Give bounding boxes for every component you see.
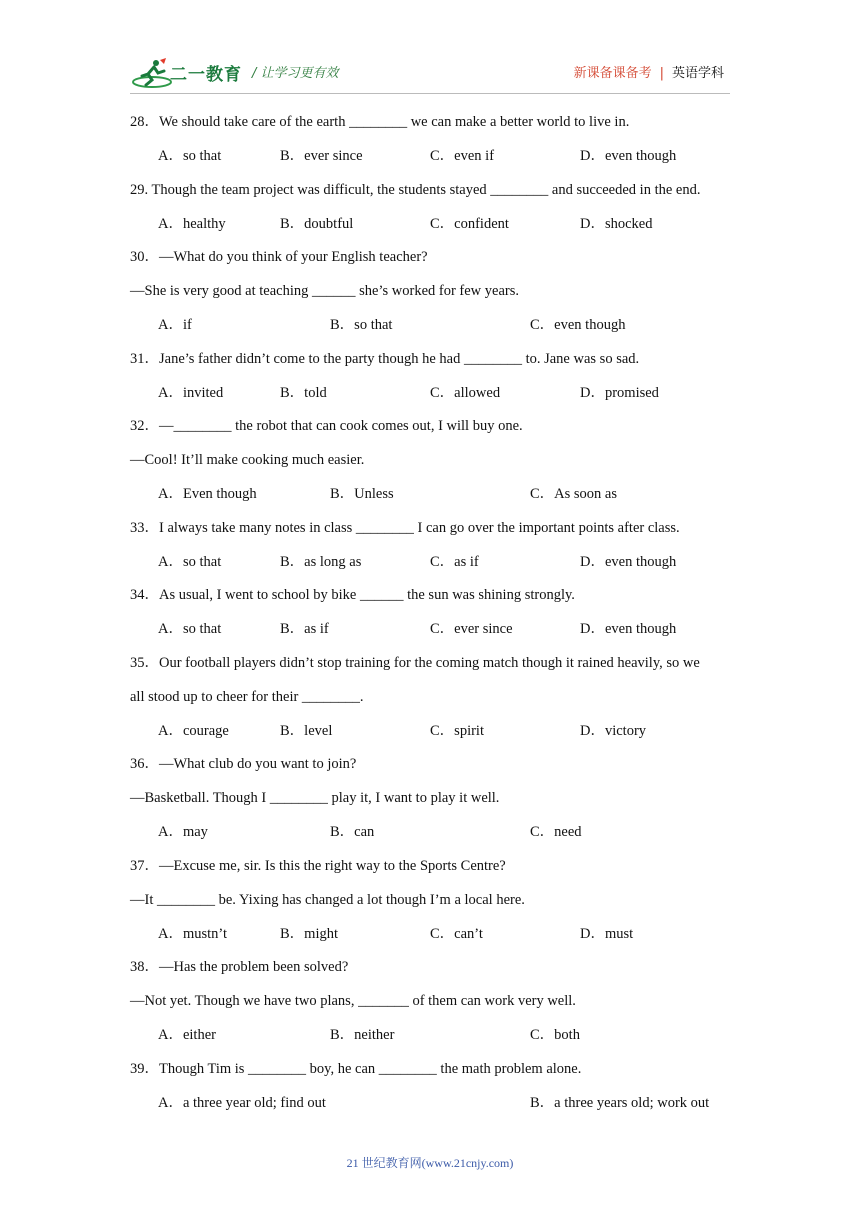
- option: B．as long as: [280, 554, 362, 570]
- option: C．can’t: [430, 926, 483, 942]
- option: A．either: [158, 1027, 216, 1043]
- logo: [132, 58, 247, 90]
- question-stem: —It ________ be. Yixing has changed a lot though I’m a local here.: [130, 892, 525, 908]
- option: B．might: [280, 926, 339, 942]
- page-footer: 21 世纪教育网(www.21cnjy.com): [346, 1156, 514, 1170]
- option: A．healthy: [158, 216, 226, 232]
- question-stem: 34．As usual, I went to school by bike ______ the sun was shining strongly.: [130, 587, 575, 603]
- option: B．Unless: [330, 486, 394, 502]
- option: C．As soon as: [530, 486, 618, 502]
- option: B．told: [280, 385, 327, 401]
- question-stem: 35．Our football players didn’t stop training for the coming match though it rained heavily, so we: [130, 655, 700, 671]
- header-subject-label: 英语学科: [671, 66, 724, 81]
- option: D．even though: [580, 148, 677, 164]
- option: C．even if: [430, 148, 495, 164]
- option: B．a three years old; work out: [530, 1095, 710, 1111]
- question-stem: —Basketball. Though I ________ play it, I want to play it well.: [130, 790, 500, 806]
- option: D．promised: [580, 385, 659, 401]
- option: C．spirit: [430, 723, 484, 739]
- option: C．allowed: [430, 385, 501, 401]
- question-stem: 33．I always take many notes in class ________ I can go over the important points after class.: [130, 520, 680, 536]
- question-stem: 28．We should take care of the earth ________ we can make a better world to live in.: [130, 114, 630, 130]
- option: A．may: [158, 824, 208, 840]
- question-stem: 29. Though the team project was difficult, the students stayed ________ and succeeded in the end.: [130, 182, 701, 198]
- question-stem: all stood up to cheer for their ________.: [130, 689, 364, 705]
- question-stem: 36．—What club do you want to join?: [130, 756, 357, 772]
- question-stem: —Not yet. Though we have two plans, _______ of them can work very well.: [130, 993, 576, 1009]
- option: A．invited: [158, 385, 224, 401]
- option: B．neither: [330, 1027, 395, 1043]
- question-stem: —She is very good at teaching ______ she’s worked for few years.: [130, 283, 519, 299]
- option: B．can: [330, 824, 375, 840]
- option: A．mustn’t: [158, 926, 228, 942]
- header-separator: |: [659, 66, 664, 81]
- option: D．victory: [580, 723, 647, 739]
- option: B．ever since: [280, 148, 363, 164]
- option: B．doubtful: [280, 216, 354, 232]
- option: A．so that: [158, 621, 222, 637]
- option: B．as if: [280, 621, 329, 637]
- option: C．both: [530, 1027, 580, 1043]
- option: D．must: [580, 926, 634, 942]
- question-stem: 38．—Has the problem been solved?: [130, 959, 349, 975]
- option: C．need: [530, 824, 582, 840]
- runner-logo-icon: [132, 58, 172, 90]
- option: C．even though: [530, 317, 626, 333]
- option: A．so that: [158, 554, 222, 570]
- option: B．level: [280, 723, 333, 739]
- option: D．even though: [580, 554, 677, 570]
- option: D．even though: [580, 621, 677, 637]
- option: A．a three year old; find out: [158, 1095, 326, 1111]
- option: A．courage: [158, 723, 229, 739]
- page-header: [0, 0, 860, 100]
- option: C．confident: [430, 216, 509, 232]
- question-stem: 30．—What do you think of your English teacher?: [130, 249, 428, 265]
- question-stem: 39．Though Tim is ________ boy, he can ________ the math problem alone.: [130, 1061, 582, 1077]
- option: A．if: [158, 317, 192, 333]
- option: A．Even though: [158, 486, 257, 502]
- question-stem: —Cool! It’ll make cooking much easier.: [130, 452, 365, 468]
- option: C．ever since: [430, 621, 513, 637]
- header-subject: [574, 62, 724, 81]
- question-stem: 37．—Excuse me, sir. Is this the right way to the Sports Centre?: [130, 858, 506, 874]
- option: D．shocked: [580, 216, 653, 232]
- slogan: / 让学习更有效: [252, 66, 339, 81]
- question-stem: 32．—________ the robot that can cook comes out, I will buy one.: [130, 418, 523, 434]
- question-stem: 31．Jane’s father didn’t come to the party though he had ________ to. Jane was so sad.: [130, 351, 640, 367]
- logo-text: 二一教育: [170, 65, 242, 85]
- header-course-label: 新课备课备考: [573, 66, 652, 81]
- option: B．so that: [330, 317, 393, 333]
- option: A．so that: [158, 148, 222, 164]
- option: C．as if: [430, 554, 479, 570]
- header-divider: [130, 93, 730, 94]
